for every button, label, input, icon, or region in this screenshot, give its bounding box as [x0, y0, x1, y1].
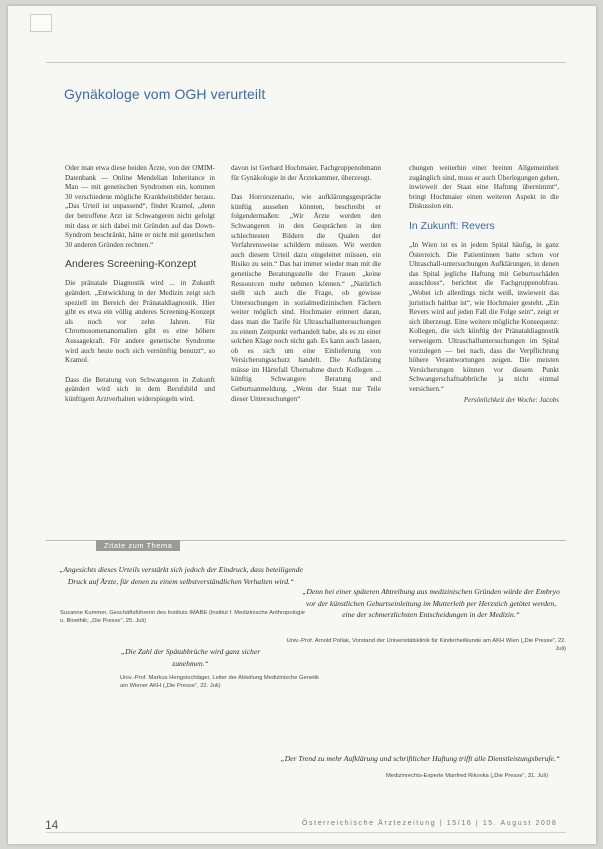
quote-text: „Der Trend zu mehr Aufklärung und schriftlicher Haftung trifft alle Dienstleistungsberufe.“ [280, 754, 560, 763]
journal-footer: Österreichische Ärztezeitung | 15/16 | 15. August 2008 [302, 820, 558, 827]
quote-attribution: Univ.-Prof. Arnold Pollak, Vorstand der Universitätsklinik für Kinderheilkunde am AKH Wien („Die Presse“, 22. Juli) [286, 638, 566, 652]
footer-rule [46, 832, 566, 833]
article-title: Gynäkologe vom OGH verurteilt [64, 86, 266, 102]
paragraph: Das Horrorszenario, wie aufklärungsgespräche künftig aussehen könnten, beschreibt er folgendermaßen: „Wir Ärzte werden den Schwangeren in den Gesprächen in den schlechtesten Bildern die Qualen der Verfahrensweise schildern müssen. Wir werden auch diesem Urteil dazu eingeleitet müssen, ein Risiko zu sein.“ Das hat immer wieder man mit die genetische Beratungsstelle der Frauen „keine Ressourcen mehr nehmen können.“ „Natürlich stellt sich auch die Frage, ob gewisse Untersuchungen in sozialmedizinischen Fächern weiter möglich sind. Hochmaier erinnert daran, dass man die Tarife für Ultraschalluntersuchungen zu einem Zeitpunkt verhandelt habe, als es zu einer solchen Klage noch nicht gab. Es kann auch lassen, ob es sich um eine Einlieferung von Versicherungsschutz handelt. Die Aufklärung müsse im Härtefall Übernahme durch Kollegen ... künftig Schwangere Beratung und Geburtsanmeldung. „Wenn der Staat nur Teile dieser Untersuchungen“ [231, 193, 381, 403]
article-column-2 [231, 164, 381, 404]
paragraph: „In Wien ist es in jedem Spital häufig, in ganz Österreich. Die Patientinnen hatte schon vor Ultraschall-untersuchungen Aufklärungen, in denen das Spital jegliche Haftung mit Geburtsschäden ausschloss“, berichtet die Fachgruppenobfrau. „Wobei ich allerdings nicht weiß, inwieweit das juristisch haltbar ist“, wie Hochmaier gesteht. „Ein Revers wird auf jeden Fall die Folge sein“, zeigt er sich überzeugt. Eine weitere mögliche Konsequenz: Kollegen, die sich künftig der Pränataldiagnostik verweigern. Ultraschalluntersuchungen im Spital vorzulegen — bei nach, dass die Verpflichtung höhere Verantwortungen zeigen. Die meisten Versicherungen können vor diesem Punkt Schwangerschaftsabbrüche ja nicht einmal versichern.“ [409, 240, 559, 393]
article-column-1 [65, 164, 215, 404]
paragraph: Die pränatale Diagnostik wird ... in Zukunft geändert. „Entwicklung in der Medizin zeigt sich speziell im Bereich der Pränataldiagnostik. Hier gibt es etwa ein völlig anderes Screening-Konzept als noch vor zehn Jahren. Für Chromosomenanomalien gibt es eine höhere Aussagekraft. Für andere genetische Syndrome wird auch heute noch sich vernünftig benutzt“, so Kramol. [65, 279, 215, 365]
quotes-section-tag: Zitate zum Thema [96, 540, 180, 551]
subheading: Anderes Screening-Konzept [65, 258, 197, 271]
paragraph: Dass die Beratung von Schwangeren in Zukunft geändert wird sich in dem Berufsbild und künftigem Arztverhalten widerspiegeln wird. [65, 375, 215, 403]
subheading: In Zukunft: Revers [409, 219, 495, 232]
quote-text: „Die Zahl der Spätabbrüche wird ganz sicher zunehmen.“ [120, 647, 261, 668]
paragraph: Oder man etwa diese beiden Ärzte, von der OMIM-Datenbank — Online Mendelian Inheritance in Man — mit genetischen Syndromen ein, kommen 30 verschiedene mögliche Krankheitsbilder heraus. „Das Urteil ist unpassend“, findet Kramol, „denn der betroffene Arzt ist Schwangeren nicht gefolgt mit dass er sich dabei mit Gründen auf das Down-Syndrom beschränkt, hätte er nicht mit genetischen 30 anderen Gründen rechnen.“ [65, 164, 215, 249]
quote-text: „Denn bei einer späteren Abtreibung aus medizinischen Gründen würde der Embryo vor der künstlichen Geburtseinleitung im Mutterleib per Herzstich getötet werden, eine der schmerzlichsten Entscheidungen in der Medizin.“ [302, 587, 560, 619]
paragraph: davon ist Gerhard Hochmaier, Fachgruppenobmann für Gynäkologie in der Ärztekammer, überzeugt. [231, 164, 381, 182]
corner-mark [30, 14, 52, 32]
quote-attribution: Medizinrechts-Experte Manfred Rikovka („Die Presse“, 31. Juli) [385, 773, 548, 779]
magazine-page [8, 6, 596, 844]
article-column-3 [409, 164, 559, 406]
author-credit: Persönlichkeit der Woche: Jacobs [463, 396, 559, 405]
quote-attribution: Univ.-Prof. Markus Hengstschläger, Leiter der Abteilung Medizinische Genetik am Wiener AKH („Die Presse“, 22. Juli) [120, 675, 320, 689]
header-rule [46, 62, 566, 63]
paragraph: chungen weiterhin einer breiten Allgemeinheit zugänglich sind, muss er auch Überlegungen gehen, inwieweit der Staat eine Haftung übernimmt“, bringt Hochmaier einen weiteren Aspekt in die Diskussion ein. [409, 164, 559, 211]
page-number: 14 [45, 818, 59, 832]
quote-attribution: Suzanne Kummer, Geschäftsführerin des Instituts IMABE (Institut f. Medizinische Anthropologie u. Bioethik; „Die Presse“, 25. Juli) [60, 610, 305, 624]
quote-text: „Angesichts dieses Urteils verstärkt sich jedoch der Eindruck, dass beteiligende Druck auf Ärzte, für denen zu einem selbstverständlichen Verhalten wird.“ [59, 565, 303, 586]
